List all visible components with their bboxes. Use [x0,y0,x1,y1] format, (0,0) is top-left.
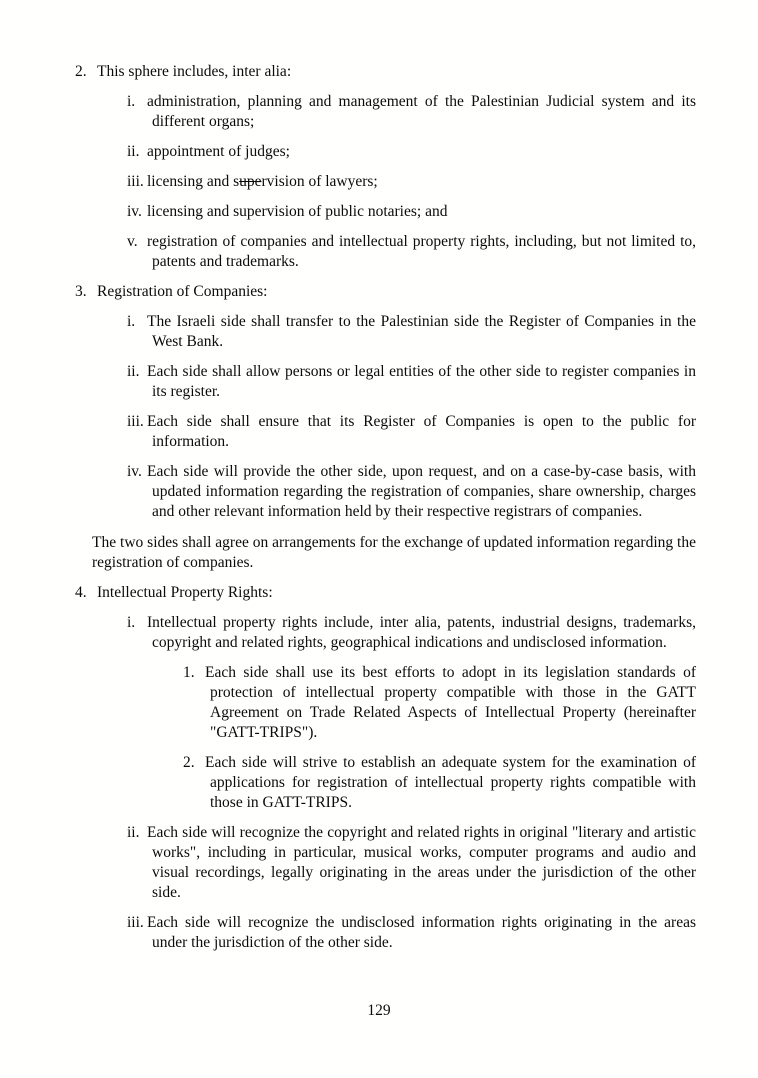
section-item-3 [75,282,696,302]
item-marker: ii. [127,363,140,380]
item-marker: v. [127,233,138,250]
item-text: Each side will strive to establish an adequate system for the examination of applications for registration of intellectual property rights compatible with those in GATT-TRIPS. [205,754,696,811]
item-text-segment: licensing and s [147,173,240,190]
item-text: Intellectual property rights include, inter alia, patents, industrial designs, trademarks, copyright and related rights, geographical indications and undisclosed information. [147,614,696,651]
item-marker: i. [127,313,136,330]
item-text: Each side shall use its best efforts to adopt in its legislation standards of protection of intellectual property compatible with those in the GATT Agreement on Trade Related Aspects of Intellectual Property (hereinafter "GATT-TRIPS"). [205,664,696,741]
nested-list-item [183,663,696,743]
list-item [127,823,696,903]
item-text: Each side will provide the other side, upon request, and on a case-by-case basis, with updated information regarding the registration of companies, share ownership, charges and other relevant information held by their respective registrars of companies. [147,463,696,520]
list-item [127,92,696,132]
item-marker: 4. [75,584,87,601]
list-item [127,172,696,192]
item-text: licensing and supervision of public notaries; and [147,203,448,220]
list-item [127,312,696,352]
section-heading: Registration of Companies: [97,283,268,300]
item-text [147,172,696,192]
item-text-segment: rvision of lawyers; [261,173,378,190]
item-marker: ii. [127,824,140,841]
closing-paragraph: The two sides shall agree on arrangements for the exchange of updated information regarding the registration of companies. [92,534,696,571]
item-marker: i. [127,614,136,631]
item-marker: 1. [183,664,195,681]
list-item [127,202,696,222]
item-marker: iv. [127,203,142,220]
list-item [127,362,696,402]
item-text: appointment of judges; [147,143,290,160]
item-marker: iii. [127,413,144,430]
list-item [127,613,696,653]
page-number: 129 [367,1002,391,1019]
item-marker: 2. [183,754,195,771]
item-marker: i. [127,93,136,110]
item-marker: ii. [127,143,140,160]
section-item-2 [75,62,696,82]
item-text: Each side shall allow persons or legal entities of the other side to register companies in its register. [147,363,696,400]
nested-list-item [183,753,696,813]
list-item [127,913,696,953]
item-text: Each side will recognize the copyright and related rights in original "literary and artistic works", including in particular, musical works, computer programs and audio and visual recordings, legally originating in the areas under the jurisdiction of the other side. [147,824,696,901]
list-item [127,232,696,272]
list-item [127,412,696,452]
item-text: The Israeli side shall transfer to the Palestinian side the Register of Companies in the West Bank. [147,313,696,350]
item-text: Each side shall ensure that its Register of Companies is open to the public for information. [147,413,696,450]
item-text: Each side will recognize the undisclosed information rights originating in the areas under the jurisdiction of the other side. [147,914,696,951]
item-text: administration, planning and management of the Palestinian Judicial system and its different organs; [147,93,696,130]
item-marker: iii. [127,173,144,190]
item-marker: 2. [75,63,87,80]
item-text: registration of companies and intellectual property rights, including, but not limited to, patents and trademarks. [147,233,696,270]
section-heading: Intellectual Property Rights: [97,584,273,601]
item-marker: iii. [127,914,144,931]
list-item [127,462,696,522]
item-marker: iv. [127,463,142,480]
strikethrough-text: upe [239,173,262,190]
section-heading: This sphere includes, inter alia: [97,63,292,80]
item-marker: 3. [75,283,87,300]
section-item-4 [75,583,696,603]
list-item [127,142,696,162]
